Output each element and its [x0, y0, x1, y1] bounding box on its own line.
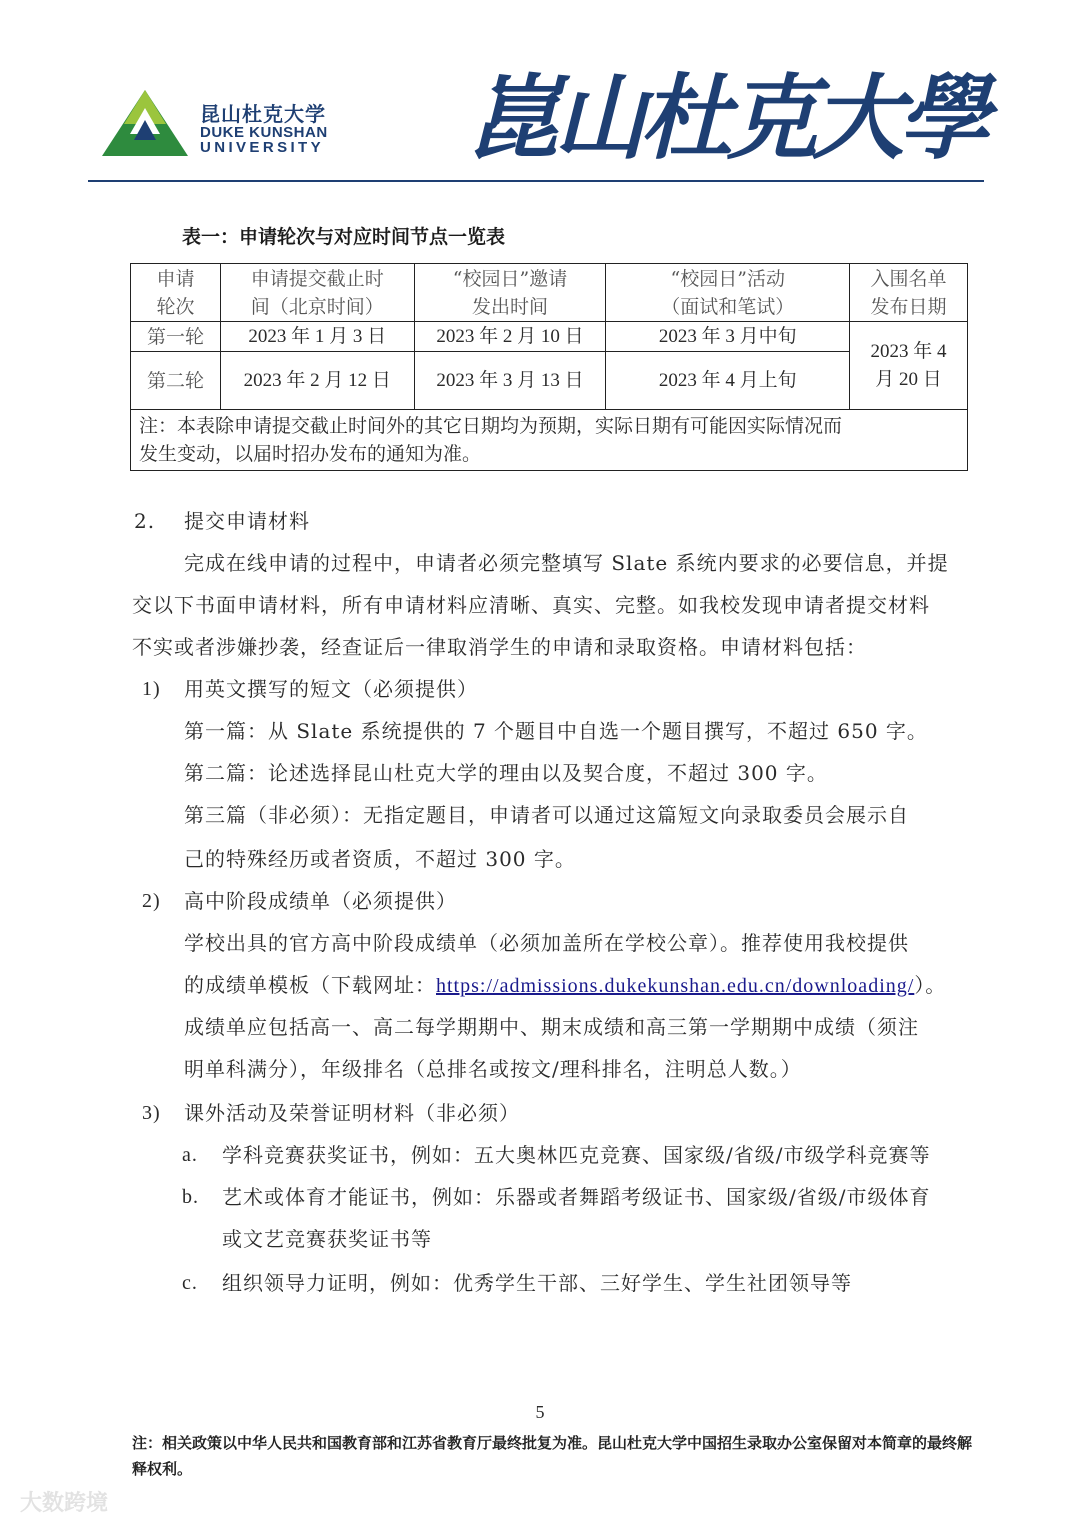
item2-line4: 明单科满分），年级排名（总排名或按文/理科排名，注明总人数。）: [184, 1057, 802, 1081]
item1-line3: 第三篇（非必须）：无指定题目，申请者可以通过这篇短文向录取委员会展示自: [184, 803, 909, 827]
row2-deadline: 2023 年 2 月 12 日: [220, 352, 414, 410]
header-activity: “校园日”活动 （面试和笔试）: [606, 264, 850, 322]
intro-line-3: 不实或者涉嫌抄袭，经查证后一律取消学生的申请和录取资格。申请材料包括：: [132, 635, 867, 659]
item3-title: 课外活动及荣誉证明材料（非必须）: [184, 1101, 520, 1125]
download-link[interactable]: https://admissions.dukekunshan.edu.cn/downloading/: [436, 975, 915, 997]
item3-c-label: c.: [182, 1272, 198, 1294]
logo-chinese-name: 昆山杜克大学: [200, 102, 326, 126]
table-row: [131, 322, 968, 352]
item1-line1: 第一篇：从 Slate 系统提供的 7 个题目中自选一个题目撰写，不超过 650 字。: [184, 719, 928, 743]
item2-line3: 成绩单应包括高一、高二每学期期中、期末成绩和高三第一学期期中成绩（须注: [184, 1015, 919, 1039]
header-divider: [88, 180, 984, 182]
table-note-row: [131, 410, 968, 471]
row1-activity: 2023 年 3 月中旬: [606, 322, 850, 352]
item3-number: 3): [142, 1102, 161, 1124]
item2-line2: 的成绩单模板（下载网址：https://admissions.dukekunshan.edu.cn/downloading/）。: [184, 973, 947, 997]
table-header-row: [131, 264, 968, 322]
section-heading: 提交申请材料: [184, 509, 310, 533]
section-number: 2.: [134, 509, 156, 533]
header-deadline: 申请提交截止时 间（北京时间）: [220, 264, 414, 322]
item2-line1: 学校出具的官方高中阶段成绩单（必须加盖所在学校公章）。推荐使用我校提供: [184, 931, 909, 955]
row2-round: 第二轮: [131, 352, 221, 410]
table-title: 表一：申请轮次与对应时间节点一览表: [182, 226, 506, 248]
watermark: 大数跨境: [20, 1491, 109, 1516]
result-date: 2023 年 4 月 20 日: [850, 322, 968, 410]
row1-invite: 2023 年 2 月 10 日: [414, 322, 606, 352]
footer-note: 注：相关政策以中华人民共和国教育部和江苏省教育厅最终批复为准。昆山杜克大学中国招生录取办公室保留对本简章的最终解释权利。: [132, 1434, 973, 1478]
item3-b-label: b.: [182, 1186, 199, 1208]
table-row: [131, 352, 968, 410]
header-result: 入围名单 发布日期: [850, 264, 968, 322]
intro-line-1: 完成在线申请的过程中，申请者必须完整填写 Slate 系统内要求的必要信息，并提: [184, 551, 949, 575]
item3-c-text: 组织领导力证明，例如：优秀学生干部、三好学生、学生社团领导等: [222, 1271, 852, 1295]
intro-line-2: 交以下书面申请材料，所有申请材料应清晰、真实、完整。如我校发现申请者提交材料: [132, 593, 930, 617]
header-round: 申请 轮次: [131, 264, 221, 322]
row2-activity: 2023 年 4 月上旬: [606, 352, 850, 410]
item3-b-text-2: 或文艺竞赛获奖证书等: [222, 1227, 432, 1251]
logo-english-line1: DUKE KUNSHAN: [200, 124, 328, 141]
schedule-table: [130, 263, 968, 471]
item3-b-text-1: 艺术或体育才能证书，例如：乐器或者舞蹈考级证书、国家级/省级/市级体育: [222, 1185, 931, 1209]
row2-invite: 2023 年 3 月 13 日: [414, 352, 606, 410]
page-number: 5: [535, 1402, 545, 1422]
row1-round: 第一轮: [131, 322, 221, 352]
table-note: 注：本表除申请提交截止时间外的其它日期均为预期，实际日期有可能因实际情况而 发生变动，以届时招办发布的通知为准。: [131, 410, 968, 471]
university-logo-icon: [100, 86, 190, 158]
item1-number: 1): [142, 678, 161, 700]
item1-title: 用英文撰写的短文（必须提供）: [184, 677, 478, 701]
header-invite: “校园日”邀请 发出时间: [414, 264, 606, 322]
logo-english-line2: UNIVERSITY: [200, 139, 325, 156]
row1-deadline: 2023 年 1 月 3 日: [220, 322, 414, 352]
item3-a-text: 学科竞赛获奖证书，例如：五大奥林匹克竞赛、国家级/省级/市级学科竞赛等: [222, 1143, 931, 1167]
item3-a-label: a.: [182, 1144, 198, 1166]
item2-number: 2): [142, 890, 161, 912]
item1-line4: 己的特殊经历或者资质，不超过 300 字。: [184, 847, 576, 871]
item1-line2: 第二篇：论述选择昆山杜克大学的理由以及契合度，不超过 300 字。: [184, 761, 828, 785]
item2-title: 高中阶段成绩单（必须提供）: [184, 889, 457, 913]
calligraphy-title: 崑山杜克大學: [468, 64, 985, 172]
